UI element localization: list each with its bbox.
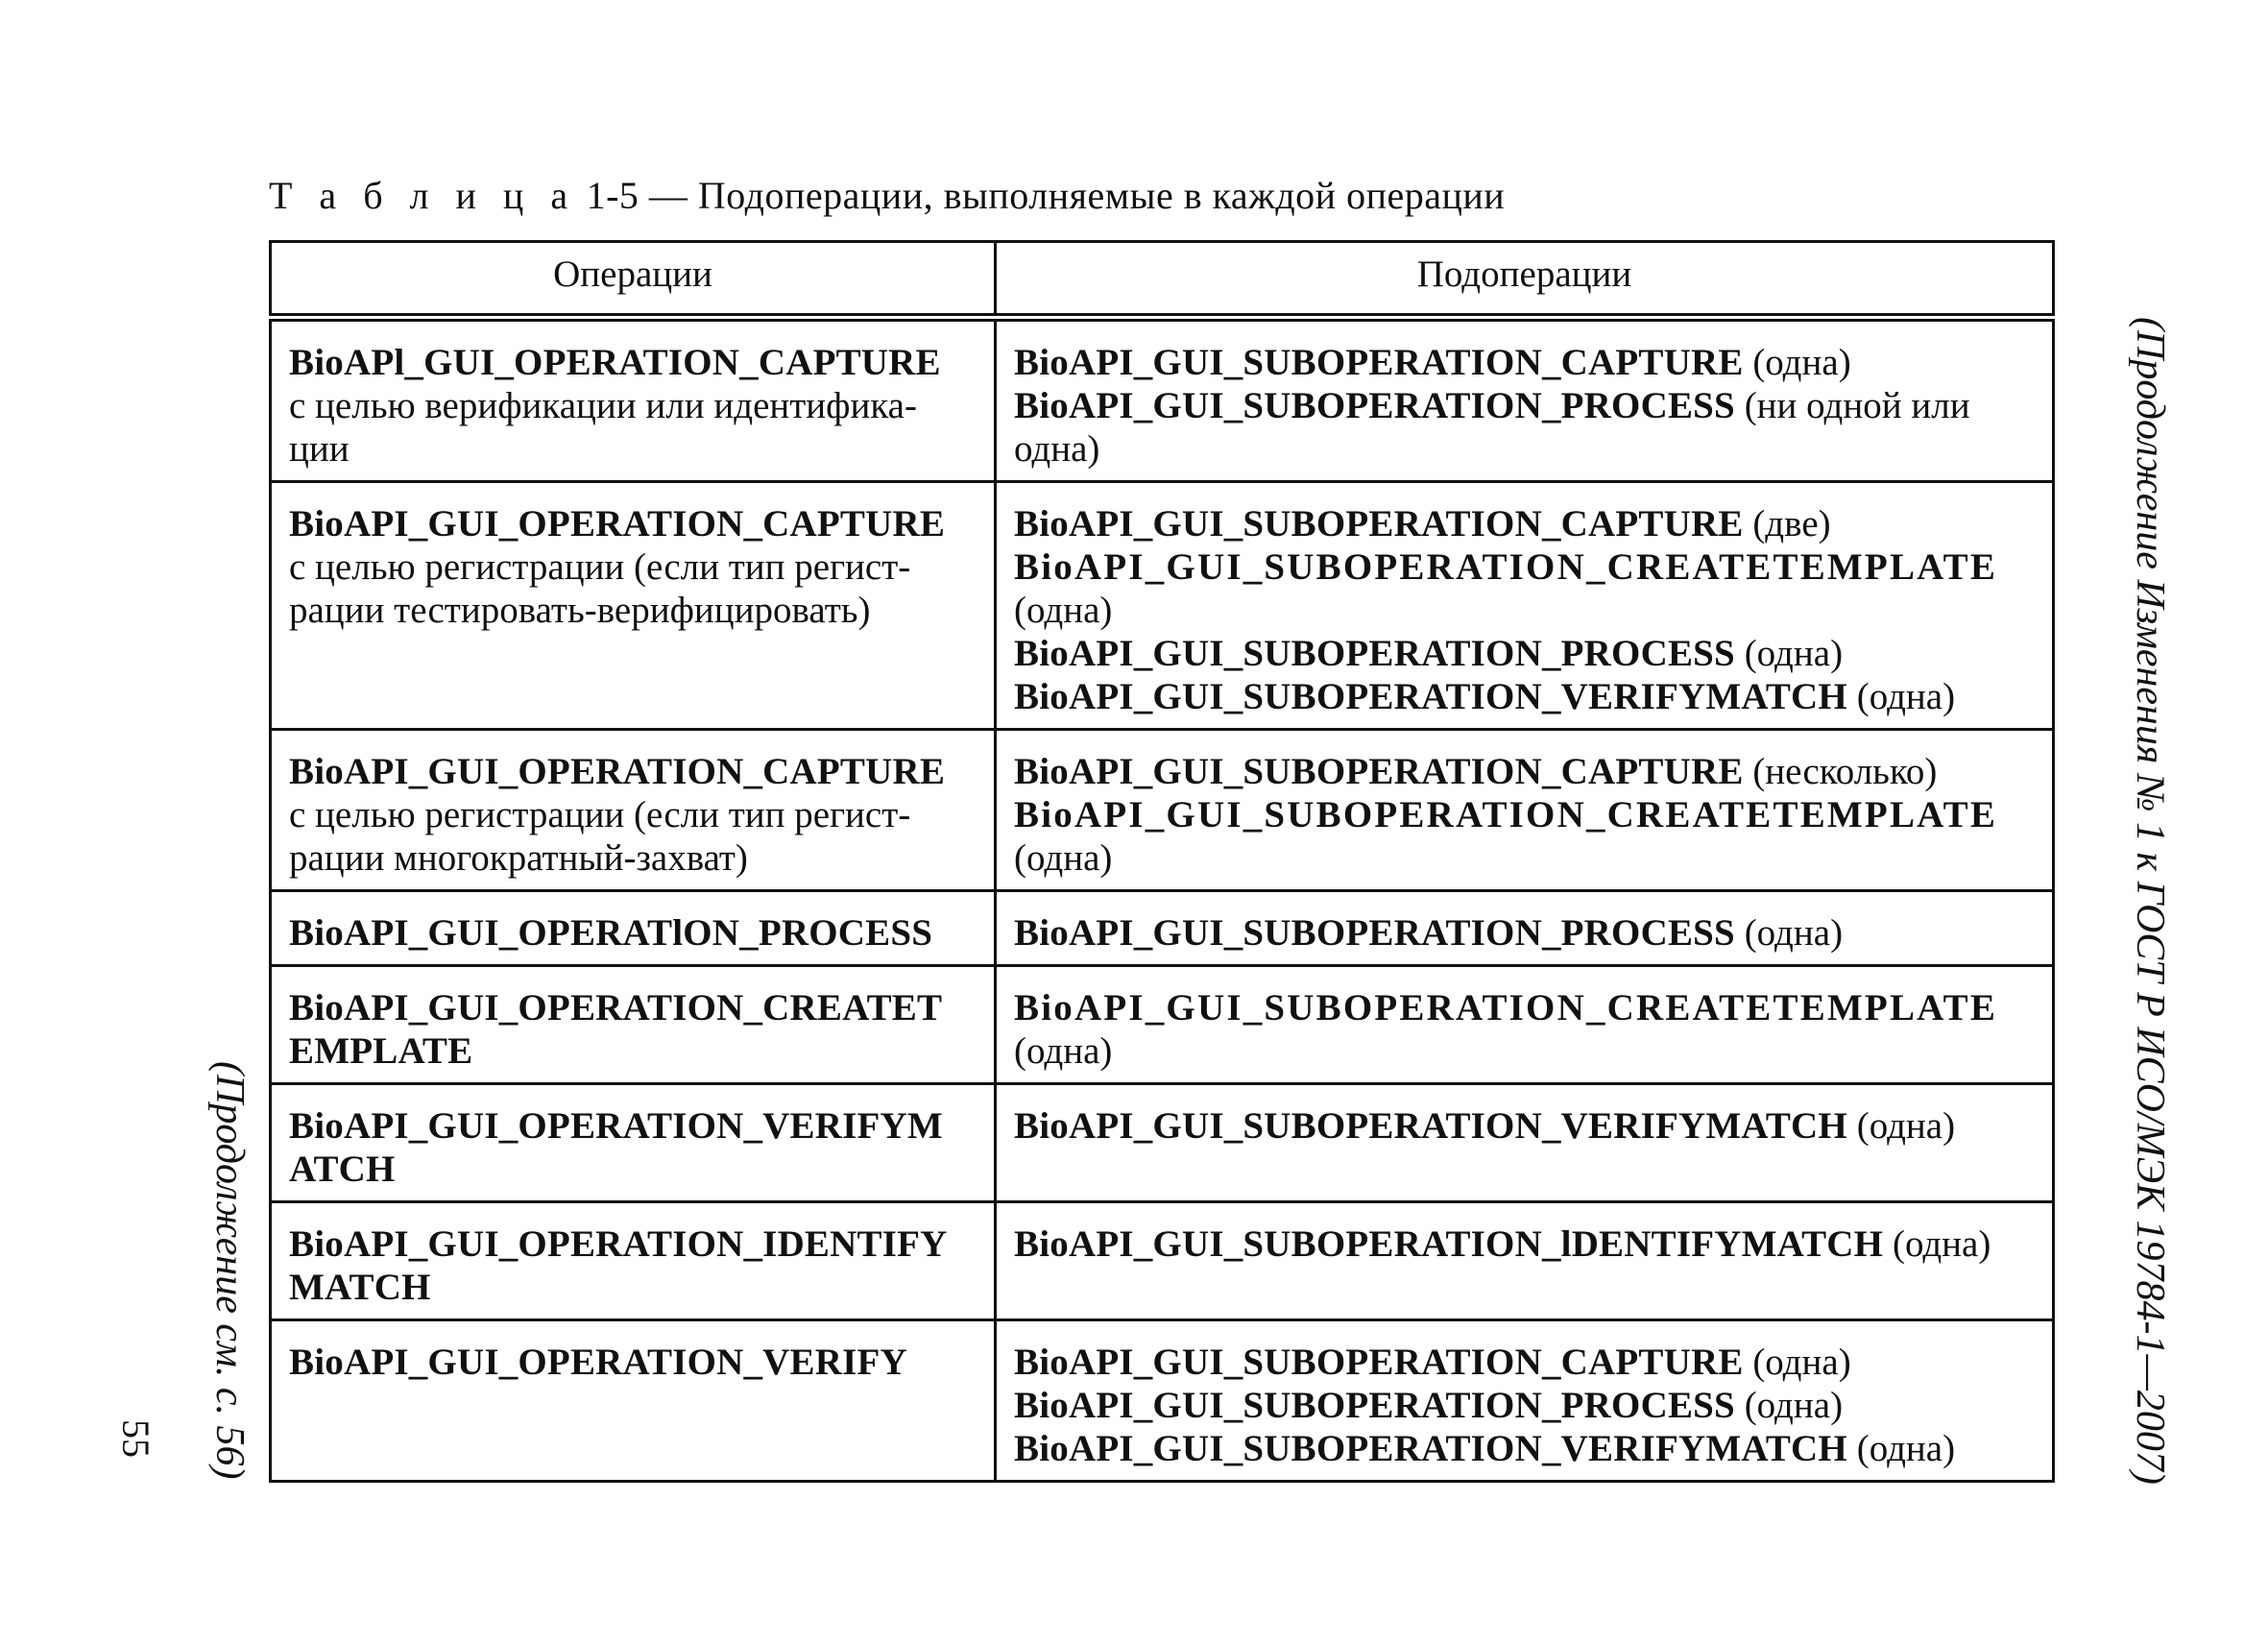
suboperation-count: (одна) (1743, 1342, 1851, 1383)
table-row (271, 1320, 2054, 1482)
table-row (271, 1202, 2054, 1320)
operation-note: рации тестировать-верифицировать) (289, 590, 871, 631)
table-row (271, 966, 2054, 1084)
operation-name: BioAPI_GUI_OPERATION_CREATET (289, 987, 943, 1028)
suboperation-name: BioAPI_GUI_SUBOPERATION_PROCESS (1014, 633, 1735, 674)
suboperation-name: BioAPI_GUI_SUBOPERATION_VERIFYMATCH (1014, 1428, 1847, 1469)
header-suboperations: Подоперации (996, 242, 2054, 318)
suboperation-line (1014, 750, 2035, 793)
operation-cell (271, 482, 996, 730)
operation-name: MATCH (289, 1267, 431, 1308)
suboperation-line (1014, 1427, 2035, 1470)
suboperation-name: BioAPI_GUI_SUBOPERATION_CREATETEMPLATE (1014, 794, 1998, 835)
suboperation-count: (одна) (1846, 1428, 1956, 1469)
suboperation-count: (несколько) (1743, 751, 1938, 792)
suboperation-line (1014, 793, 2035, 836)
suboperation-line (1014, 1341, 2035, 1384)
operation-name: BioAPI_GUI_OPERATION_CAPTURE (289, 503, 946, 544)
operation-name: EMPLATE (289, 1030, 473, 1072)
suboperation-count: (две) (1743, 503, 1831, 544)
suboperation-line (1014, 384, 2035, 427)
suboperations-cell (996, 1202, 2054, 1320)
suboperation-count: (одна) (1846, 1105, 1956, 1147)
operation-cell (271, 730, 996, 891)
operation-cell (271, 1202, 996, 1320)
suboperation-line (1014, 1384, 2035, 1427)
suboperation-count: (одна) (1734, 1385, 1844, 1426)
suboperation-count: (одна) (1734, 912, 1844, 954)
suboperation-name: BioAPI_GUI_SUBOPERATION_CAPTURE (1014, 503, 1744, 544)
suboperations-cell (996, 891, 2054, 966)
operation-name: BioAPl_GUI_OPERATION_CAPTURE (289, 342, 941, 383)
operation-note: ции (289, 428, 350, 470)
suboperation-line (1014, 341, 2035, 384)
table-header-row (271, 242, 2054, 318)
table-row (271, 891, 2054, 966)
suboperation-count: (ни одной или (1734, 385, 1970, 426)
suboperation-line (1014, 986, 2035, 1029)
suboperation-name: BioAPI_GUI_SUBOPERATION_CREATETEMPLATE (1014, 987, 1998, 1028)
table-caption (269, 173, 1505, 218)
suboperation-name: BioAPI_GUI_SUBOPERATION_CAPTURE (1014, 751, 1744, 792)
continuation-header: (Продолжение Изменения № 1 к ГОСТ Р ИСО/МЭК 19784-1—2007) (2128, 317, 2172, 1485)
operation-cell (271, 1320, 996, 1482)
suboperation-name: BioAPI_GUI_SUBOPERATION_PROCESS (1014, 385, 1735, 426)
suboperations-cell (996, 730, 2054, 891)
suboperation-count: (одна) (1883, 1223, 1991, 1265)
suboperation-name: BioAPI_GUI_SUBOPERATION_PROCESS (1014, 912, 1735, 954)
suboperation-count-continued: (одна) (1014, 590, 1113, 631)
header-operations: Операции (271, 242, 996, 318)
operation-name: BioAPI_GUI_OPERATION_VERIFYM (289, 1105, 943, 1147)
operation-name: BioAPI_GUI_OPERATION_CAPTURE (289, 751, 946, 792)
suboperation-name: BioAPI_GUI_SUBOPERATION_PROCESS (1014, 1385, 1735, 1426)
operation-note: с целью верификации или идентифика- (289, 385, 917, 426)
suboperation-line (1014, 675, 2035, 718)
operation-cell (271, 891, 996, 966)
suboperation-count-continued: (одна) (1014, 1030, 1113, 1072)
suboperation-count: (одна) (1846, 676, 1956, 717)
table-body (271, 318, 2054, 1482)
suboperation-line (1014, 1222, 2035, 1266)
suboperation-count-continued: (одна) (1014, 837, 1113, 879)
suboperations-cell (996, 1084, 2054, 1202)
suboperations-cell (996, 482, 2054, 730)
operation-name: ATCH (289, 1149, 396, 1190)
suboperation-name: BioAPI_GUI_SUBOPERATION_lDENTIFYMATCH (1014, 1223, 1884, 1265)
suboperation-line (1014, 545, 2035, 589)
suboperation-name: BioAPI_GUI_SUBOPERATION_CREATETEMPLATE (1014, 546, 1998, 588)
table-row (271, 482, 2054, 730)
suboperation-name: BioAPI_GUI_SUBOPERATION_VERIFYMATCH (1014, 676, 1847, 717)
operation-note: с целью регистрации (если тип регист- (289, 546, 911, 588)
suboperation-line (1014, 632, 2035, 675)
suboperation-count: (одна) (1734, 633, 1844, 674)
operation-cell (271, 318, 996, 482)
operation-cell (271, 1084, 996, 1202)
caption-label: Т а б л и ц а (269, 174, 577, 217)
operation-name: BioAPI_GUI_OPERATION_VERIFY (289, 1342, 907, 1383)
continuation-footer: (Продолжение см. с. 56) (207, 1061, 252, 1480)
operation-note: рации многократный-захват) (289, 837, 748, 879)
suboperations-cell (996, 966, 2054, 1084)
table-row (271, 730, 2054, 891)
suboperation-line (1014, 1104, 2035, 1148)
suboperations-cell (996, 318, 2054, 482)
suboperation-line (1014, 911, 2035, 955)
table-row (271, 1084, 2054, 1202)
operation-name: BioAPI_GUI_OPERATION_IDENTIFY (289, 1223, 948, 1265)
suboperation-line (1014, 502, 2035, 545)
suboperation-count: (одна) (1743, 342, 1851, 383)
suboperations-cell (996, 1320, 2054, 1482)
suboperation-count-continued: одна) (1014, 428, 1100, 470)
operation-note: с целью регистрации (если тип регист- (289, 794, 911, 835)
suboperation-name: BioAPI_GUI_SUBOPERATION_CAPTURE (1014, 342, 1744, 383)
suboperation-name: BioAPI_GUI_SUBOPERATION_VERIFYMATCH (1014, 1105, 1847, 1147)
suboperation-name: BioAPI_GUI_SUBOPERATION_CAPTURE (1014, 1342, 1744, 1383)
operation-cell (271, 966, 996, 1084)
caption-text: 1-5 — Подоперации, выполняемые в каждой операции (586, 174, 1506, 217)
operation-name: BioAPI_GUI_OPERATlON_PROCESS (289, 912, 933, 954)
table-row (271, 318, 2054, 482)
page-number: 55 (114, 1419, 157, 1458)
suboperations-table (269, 240, 2055, 1483)
